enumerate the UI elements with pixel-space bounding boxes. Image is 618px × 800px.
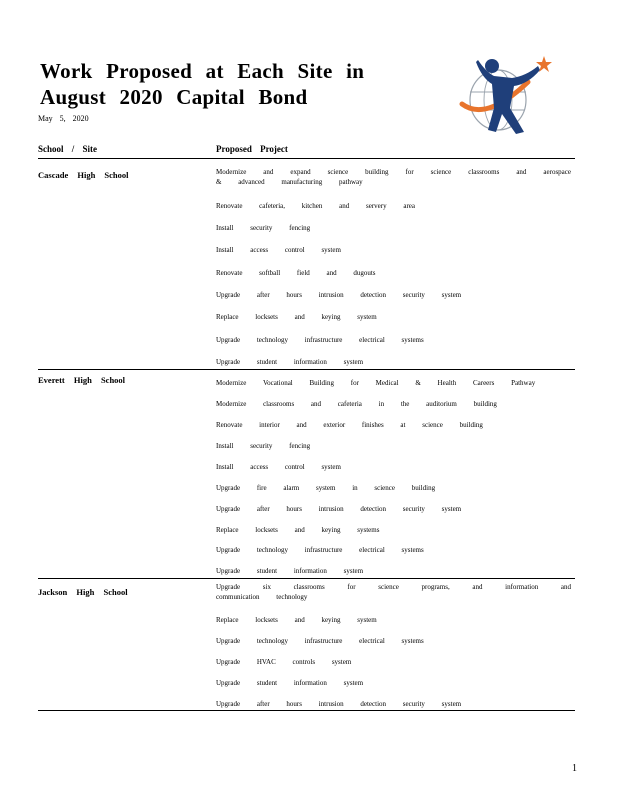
project-item: Replace locksets and keying systems <box>216 526 380 534</box>
header-divider <box>38 158 575 159</box>
title-line-1: Work Proposed at Each Site in <box>40 59 365 83</box>
title-line-2: August 2020 Capital Bond <box>40 85 308 109</box>
project-item: Upgrade after hours intrusion detection security system <box>216 291 462 299</box>
project-item: Upgrade after hours intrusion detection security system <box>216 505 462 513</box>
project-item: Modernize classrooms and cafeteria in the auditorium building <box>216 400 497 408</box>
project-item: Upgrade student information system <box>216 567 364 575</box>
project-item: Upgrade fire alarm system in science building <box>216 484 436 492</box>
section-divider <box>38 369 575 370</box>
project-item: Upgrade after hours intrusion detection security system <box>216 700 462 708</box>
project-item: Upgrade technology infrastructure electrical systems <box>216 546 424 554</box>
project-item: Install security fencing <box>216 224 311 232</box>
project-item: Renovate softball field and dugouts <box>216 269 376 277</box>
page-title <box>40 58 400 110</box>
project-item: Renovate interior and exterior finishes at science building <box>216 421 483 429</box>
project-item: Renovate cafeteria, kitchen and servery area <box>216 202 415 210</box>
project-item: Install security fencing <box>216 442 311 450</box>
column-header-school: School / Site <box>38 144 98 154</box>
project-item: Install access control system <box>216 463 341 471</box>
document-date: May 5, 2020 <box>38 114 89 123</box>
project-item: Upgrade six classrooms for science programs, and information and communication technology <box>216 583 571 601</box>
project-item: Upgrade technology infrastructure electrical systems <box>216 336 424 344</box>
project-item: Install access control system <box>216 246 341 254</box>
project-item: Upgrade student information system <box>216 358 364 366</box>
project-item: Replace locksets and keying system <box>216 313 377 321</box>
project-item: Modernize Vocational Building for Medical & Health Careers Pathway <box>216 379 536 387</box>
school-name-everett: Everett High School <box>38 375 126 385</box>
project-item: Replace locksets and keying system <box>216 616 377 624</box>
page-number: 1 <box>572 763 577 774</box>
project-item: Modernize and expand science building for science classrooms and aerospace & advanced manufacturing pathway <box>216 168 571 186</box>
section-divider <box>38 578 575 579</box>
school-name-cascade: Cascade High School <box>38 170 129 180</box>
project-item: Upgrade HVAC controls system <box>216 658 352 666</box>
project-item: Upgrade technology infrastructure electrical systems <box>216 637 424 645</box>
district-logo-icon <box>456 52 556 138</box>
project-item: Upgrade student information system <box>216 679 364 687</box>
table-bottom-rule <box>38 710 575 711</box>
column-header-project: Proposed Project <box>216 144 288 154</box>
school-name-jackson: Jackson High School <box>38 587 128 597</box>
